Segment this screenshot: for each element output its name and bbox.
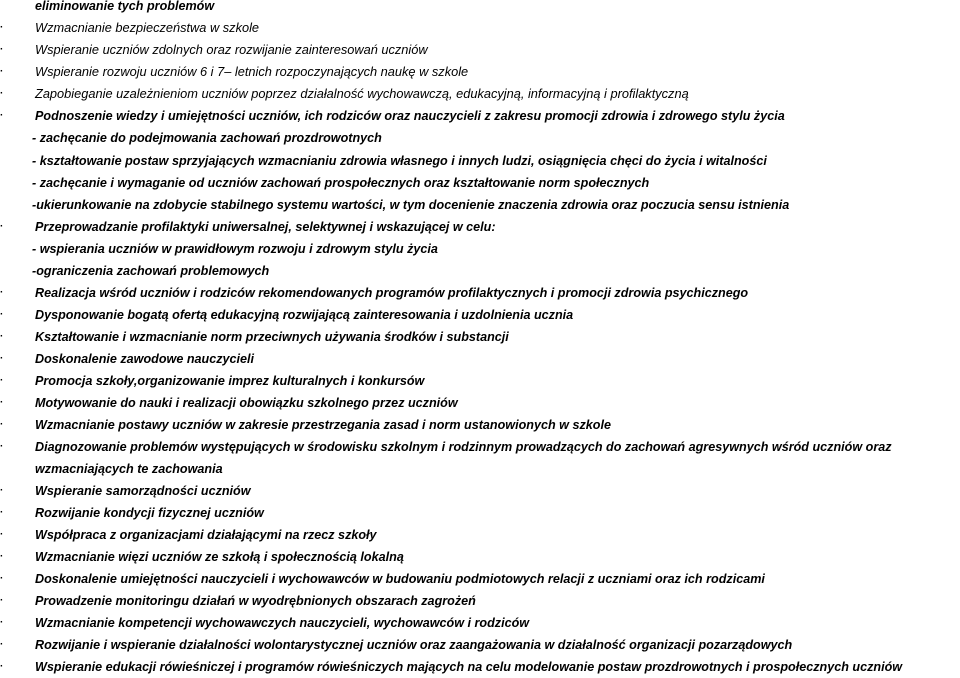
document-line-text: - wspierania uczniów w prawidłowym rozwoju i zdrowym stylu życia [32, 242, 438, 256]
document-line-text: Wspieranie uczniów zdolnych oraz rozwijanie zainteresowań uczniów [35, 42, 428, 57]
bullet-marker: · [0, 331, 4, 342]
document-line [0, 458, 960, 480]
document-line [0, 0, 960, 17]
document-line-text: Wspieranie samorządności uczniów [35, 484, 251, 498]
document-line-text: Realizacja wśród uczniów i rodziców rekomendowanych programów profilaktycznych i promocji zdrowia psychicznego [35, 286, 749, 300]
document-line [0, 656, 960, 678]
document-line [0, 216, 960, 238]
document-line [0, 17, 960, 39]
bullet-marker: · [0, 661, 4, 672]
document-line-text: Wzmacnianie więzi uczniów ze szkołą i społecznością lokalną [35, 550, 404, 564]
document-line-text: -ukierunkowanie na zdobycie stabilnego systemu wartości, w tym docenienie znaczenia zdrowia oraz poczucia sensu istnienia [32, 198, 790, 212]
document-line-text: wzmacniających te zachowania [35, 462, 223, 476]
document-line-text: Przeprowadzanie profilaktyki uniwersalnej, selektywnej i wskazującej w celu: [35, 220, 496, 234]
document-line [0, 480, 960, 502]
document-line [0, 502, 960, 524]
bullet-marker: · [0, 617, 4, 628]
bullet-marker: · [0, 529, 4, 540]
bullet-marker: · [0, 353, 4, 364]
document-line-text: Doskonalenie zawodowe nauczycieli [35, 352, 255, 366]
document-line-text: Podnoszenie wiedzy i umiejętności uczniów, ich rodziców oraz nauczycieli z zakresu promocji zdrowia i zdrowego stylu życia [35, 109, 785, 123]
document-line-text: Kształtowanie i wzmacnianie norm przeciwnych używania środków i substancji [35, 330, 509, 344]
bullet-marker: · [0, 375, 4, 386]
bullet-marker: · [0, 110, 4, 121]
bullet-marker: · [0, 595, 4, 606]
document-line [0, 127, 960, 149]
document-line [0, 392, 960, 414]
document-line-text: Wzmacnianie postawy uczniów w zakresie przestrzegania zasad i norm ustanowionych w szkole [35, 418, 611, 432]
document-line-text: Wzmacnianie kompetencji wychowawczych nauczycieli, wychowawców i rodziców [35, 616, 530, 630]
document-line-text: Prowadzenie monitoringu działań w wyodrębnionych obszarach zagrożeń [35, 594, 476, 608]
document-line-text: Wzmacnianie bezpieczeństwa w szkole [35, 20, 260, 35]
bullet-marker: · [0, 507, 4, 518]
document-line-text: Dysponowanie bogatą ofertą edukacyjną rozwijającą zainteresowania i uzdolnienia ucznia [35, 308, 574, 322]
bullet-marker: · [0, 88, 4, 99]
document-line-text: Rozwijanie i wspieranie działalności wolontarystycznej uczniów oraz zaangażowania w działalność organizacji pozarządowych [35, 638, 793, 652]
document-line-text: Współpraca z organizacjami działającymi na rzecz szkoły [35, 528, 377, 542]
bullet-marker: · [0, 309, 4, 320]
document-line-text: -ograniczenia zachowań problemowych [32, 264, 270, 278]
document-line [0, 61, 960, 83]
bullet-marker: · [0, 419, 4, 430]
bullet-marker: · [0, 441, 4, 452]
document-line-text: Promocja szkoły,organizowanie imprez kulturalnych i konkursów [35, 374, 425, 388]
document-line-text: Wspieranie rozwoju uczniów 6 i 7– letnich rozpoczynających naukę w szkole [35, 64, 469, 79]
document-line [0, 150, 960, 172]
document-line [0, 238, 960, 260]
bullet-marker: · [0, 639, 4, 650]
bullet-marker: · [0, 397, 4, 408]
document-line [0, 83, 960, 105]
bullet-marker: · [0, 22, 4, 33]
document-line-text: Diagnozowanie problemów występujących w środowisku szkolnym i rodzinnym prowadzących do zachowań agresywnych wśród uczniów oraz [35, 440, 892, 454]
document-line [0, 39, 960, 61]
document-line [0, 326, 960, 348]
document-line [0, 304, 960, 326]
document-line [0, 414, 960, 436]
document-line [0, 194, 960, 216]
document-line-text: eliminowanie tych problemów [35, 0, 215, 13]
document-line [0, 282, 960, 304]
document-line [0, 612, 960, 634]
document-line [0, 436, 960, 458]
document-line [0, 568, 960, 590]
bullet-marker: · [0, 485, 4, 496]
document-line-text: Wspieranie edukacji rówieśniczej i programów rówieśniczych mających na celu modelowanie postaw prozdrowotnych i prospołecznych uczniów [35, 660, 903, 674]
document-line [0, 172, 960, 194]
bullet-marker: · [0, 551, 4, 562]
document-line-text: - zachęcanie i wymaganie od uczniów zachowań prospołecznych oraz kształtowanie norm społecznych [32, 176, 650, 190]
document-line [0, 348, 960, 370]
bullet-marker: · [0, 573, 4, 584]
document-line [0, 370, 960, 392]
bullet-marker: · [0, 66, 4, 77]
document-line-text: - zachęcanie do podejmowania zachowań prozdrowotnych [32, 131, 382, 145]
document-line [0, 634, 960, 656]
bullet-marker: · [0, 221, 4, 232]
bullet-marker: · [0, 287, 4, 298]
document-line-text: Motywowanie do nauki i realizacji obowiązku szkolnego przez uczniów [35, 396, 458, 410]
document-line-text: Doskonalenie umiejętności nauczycieli i wychowawców w budowaniu podmiotowych relacji z uczniami oraz ich rodzicami [35, 572, 765, 586]
document-line [0, 590, 960, 612]
bullet-marker: · [0, 44, 4, 55]
document-line [0, 260, 960, 282]
document-line [0, 524, 960, 546]
document-line [0, 105, 960, 127]
document-line-text: - kształtowanie postaw sprzyjających wzmacnianiu zdrowia własnego i innych ludzi, osiągnięcia chęci do życia i witalności [32, 154, 767, 168]
document-line-text: Zapobieganie uzależnieniom uczniów poprzez działalność wychowawczą, edukacyjną, informacyjną i profilaktyczną [35, 86, 689, 101]
document-line [0, 546, 960, 568]
document-line-text: Rozwijanie kondycji fizycznej uczniów [35, 506, 264, 520]
